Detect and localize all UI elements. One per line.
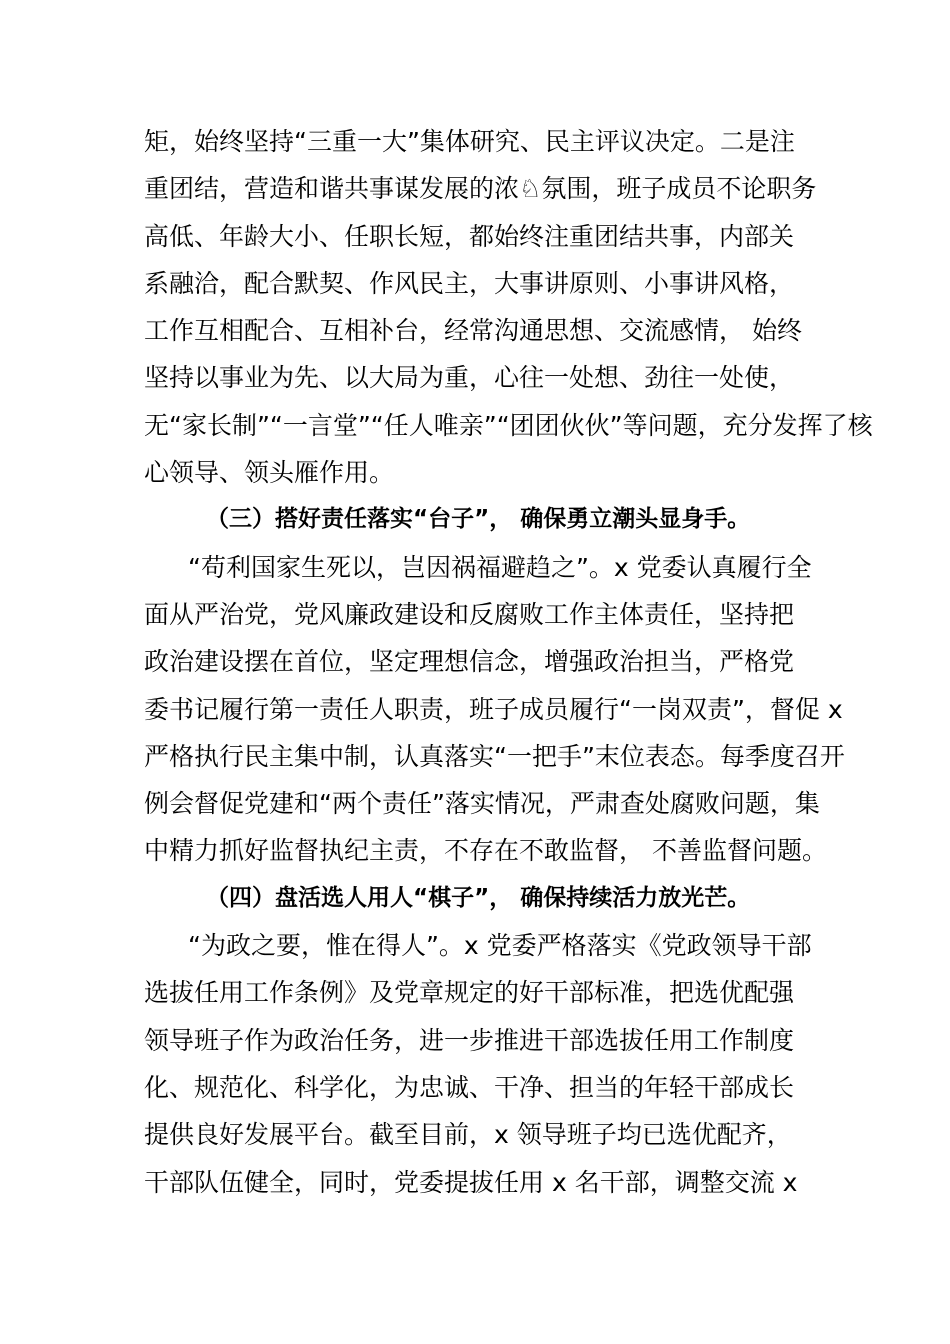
text-line: 例会督促党建和“两个责任”落实情况，严肃查处腐败问题，集 <box>144 789 820 819</box>
text-line: “苟利国家生死以，岂因祸福避趋之”。x 党委认真履行全 <box>188 552 812 582</box>
section-heading: （三）搭好责任落实“台子”， 确保勇立潮头显身手。 <box>206 506 751 533</box>
text-line: 领导班子作为政治任务，进一步推进干部选拔任用工作制度 <box>144 1025 795 1055</box>
text-line: 严格执行民主集中制，认真落实“一把手”末位表态。每季度召开 <box>144 741 845 771</box>
text-line: 系融洽，配合默契、作风民主，大事讲原则、小事讲风格， <box>144 268 795 298</box>
text-line: 提供良好发展平台。截至目前，x 领导班子均已选优配齐， <box>144 1120 792 1150</box>
text-line: 心领导、领头雁作用。 <box>144 458 395 488</box>
section-heading: （四）盘活选人用人“棋子”， 确保持续活力放光芒。 <box>206 884 751 911</box>
text-line: 矩，始终坚持“三重一大”集体研究、民主评议决定。二是注 <box>144 127 795 156</box>
text-line: 干部队伍健全，同时，党委提拔任用 x 名干部，调整交流 x <box>144 1167 798 1197</box>
text-line: 中精力抓好监督执纪主责，不存在不敢监督， 不善监督问题。 <box>144 836 827 866</box>
text-line: 选拔任用工作条例》及党章规定的好干部标准，把选优配强 <box>144 978 795 1008</box>
document-body <box>144 118 873 1206</box>
text-line: 重团结，营造和谐共事谋发展的浓♘氛围，班子成员不论职务 <box>144 174 817 204</box>
text-line: “为政之要，惟在得人”。x 党委严格落实《党政领导干部 <box>188 931 812 961</box>
text-line: 工作互相配合、互相补台，经常沟通思想、交流感情， 始终 <box>144 316 802 346</box>
text-line: 委书记履行第一责任人职责，班子成员履行“一岗双责”，督促 x <box>144 694 843 724</box>
text-line: 面从严治党，党风廉政建设和反腐败工作主体责任，坚持把 <box>144 599 795 629</box>
text-line: 坚持以事业为先、以大局为重，心往一处想、劲往一处使， <box>144 363 795 393</box>
text-line: 高低、年龄大小、任职长短，都始终注重团结共事，内部关 <box>144 221 795 251</box>
text-line: 化、规范化、科学化，为忠诚、干净、担当的年轻干部成长 <box>144 1072 795 1102</box>
text-line: 政治建设摆在首位，坚定理想信念，增强政治担当，严格党 <box>144 647 795 677</box>
text-line: 无“家长制”“一言堂”“任人唯亲”“团团伙伙”等问题，充分发挥了核 <box>144 410 873 440</box>
